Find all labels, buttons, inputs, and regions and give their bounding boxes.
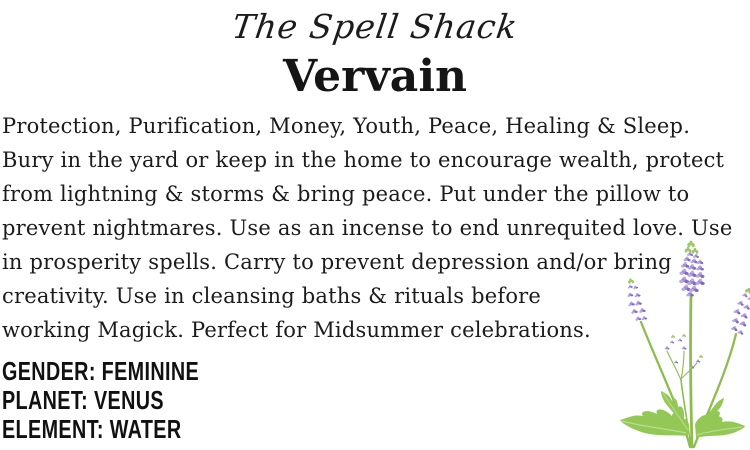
left-flower-spike [622, 277, 648, 323]
brand-title: The Spell Shack [229, 7, 521, 46]
attribute-list [2, 357, 261, 444]
central-flower-spike [679, 241, 705, 297]
description-line-1: Protection, Purification, Money, Youth, Peace, Healing & Sleep. [2, 114, 691, 138]
herb-name-title: Vervain [282, 51, 468, 102]
description-line-3: from lightning & storms & bring peace. Put under the pillow to [2, 182, 690, 206]
vervain-plant-icon [610, 230, 750, 450]
right-flower-spike [728, 285, 750, 335]
description-line-4: prevent nightmares. Use as an incense to end unrequited love. Use [2, 216, 733, 240]
description-line-7: working Magick. Perfect for Midsummer celebrations. [2, 318, 591, 342]
description-line-5: in prosperity spells. Carry to prevent depression and/or bring [2, 250, 672, 274]
attribute-planet: PLANET: VENUS [2, 385, 164, 415]
description-line-2: Bury in the yard or keep in the home to encourage wealth, protect [2, 148, 725, 172]
attribute-gender: GENDER: FEMININE [2, 356, 200, 386]
description-line-6: creativity. Use in cleansing baths & rituals before [2, 284, 542, 308]
attribute-element: ELEMENT: WATER [2, 414, 182, 444]
